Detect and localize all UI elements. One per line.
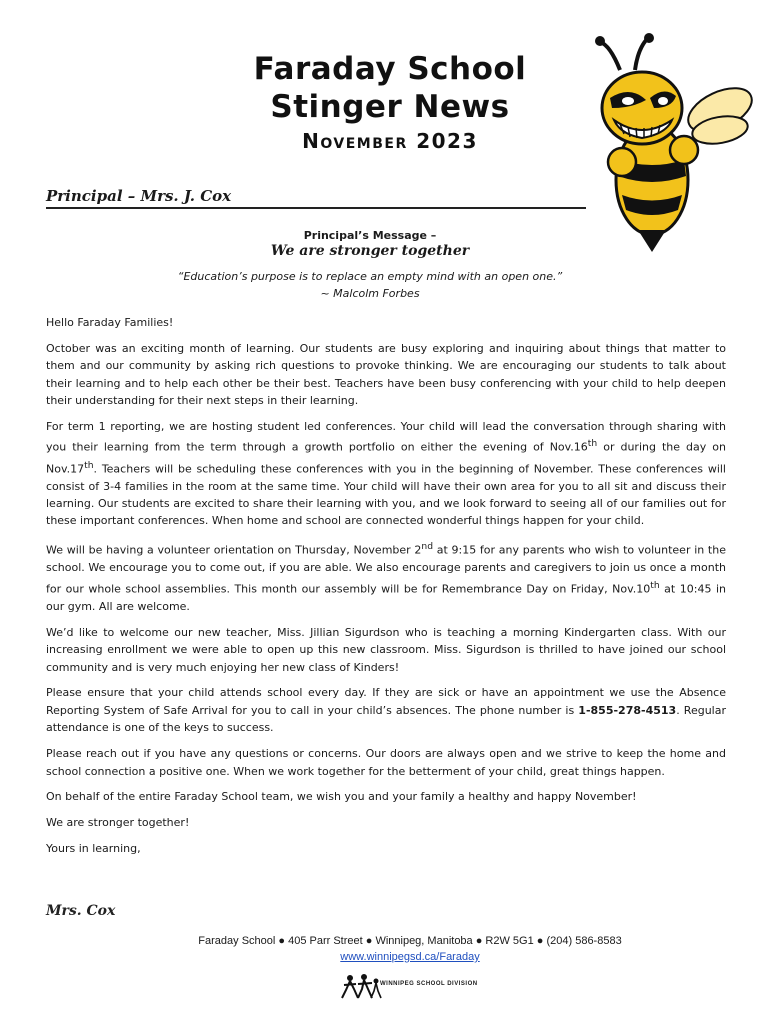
bee-mascot-icon <box>580 30 758 252</box>
school-name-title: Faraday School <box>253 51 527 87</box>
paragraph-learning: October was an exciting month of learning. Our students are busy exploring and inquiring about things that matter to them and our community by asking rich questions to provoke thinking. We are encouraging our students to talk about their learning and to help each other be their best. Teachers have been busy conferencing with your child to help deepen their understanding for their next steps in their learning. <box>46 341 726 408</box>
message-heading: Principal’s Message – <box>303 229 437 242</box>
greeting-paragraph: Hello Faraday Families! <box>46 316 174 329</box>
ordinal-suffix: th <box>587 438 598 450</box>
newsletter-name-title: Stinger News <box>270 89 510 125</box>
opening-quote <box>120 268 620 302</box>
message-subheading: We are stronger together <box>270 243 470 259</box>
newsletter-masthead <box>180 50 600 153</box>
paragraph-text: or during the day on Nov.17 <box>46 441 726 476</box>
ordinal-suffix: th <box>84 459 94 471</box>
paragraph-text: Please ensure that your child attends school every day. If they are sick or have an appointment we use the Absence Reporting System of Safe Arrival for you to call in your child’s absences. The phone number is <box>46 686 726 717</box>
paragraph-text: We will be having a volunteer orientation on Thursday, November 2 <box>46 543 422 557</box>
paragraph-contact: Please reach out if you have any questions or concerns. Our doors are always open and we strive to keep the home and school connection a positive one. When we work together for the betterment of your child, great things happen. <box>46 747 726 778</box>
absence-phone-number: 1-855-278-4513 <box>578 703 677 717</box>
paragraph-text: at 9:15 for any parents who wish to volunteer in the school. We encourage you to come out, if you are able. We also encourage parents and caregivers to join us once a month for our whole school assemblies. This month our assembly will be for Remembrance Day on Friday, Nov.10 <box>46 543 726 596</box>
ordinal-suffix: nd <box>421 541 434 553</box>
paragraph-stronger: We are stronger together! <box>46 816 190 830</box>
paragraph-attendance <box>46 684 726 736</box>
principal-signature: Mrs. Cox <box>46 903 116 919</box>
paragraph-text: For term 1 reporting, we are hosting student led conferences. Your child will lead the conversation through sharing with you their learning from the term through a growth portfolio on either the evening of Nov.16 <box>46 420 726 455</box>
paragraph-text: at 10:45 in our gym. All are welcome. <box>46 582 726 613</box>
school-website-link[interactable]: www.winnipegsd.ca/Faraday <box>340 951 480 963</box>
children-figures-logo-icon <box>338 972 488 1002</box>
principal-name-heading: Principal – Mrs. J. Cox <box>46 187 586 209</box>
paragraph-conferences <box>46 418 726 530</box>
paragraph-text: . Regular attendance is one of the keys to success. <box>46 703 726 735</box>
quote-text: “Education’s purpose is to replace an empty mind with an open one.” <box>177 270 563 283</box>
paragraph-wishes: On behalf of the entire Faraday School team, we wish you and your family a healthy and happy November! <box>46 790 637 804</box>
school-address: Faraday School ● 405 Parr Street ● Winnipeg, Manitoba ● R2W 5G1 ● (204) 586-8583 <box>198 935 622 947</box>
issue-month: November 2023 <box>302 129 478 153</box>
school-division-name: WINNIPEG SCHOOL DIVISION <box>380 981 478 987</box>
ordinal-suffix: th <box>650 579 660 591</box>
quote-author: ~ Malcolm Forbes <box>320 287 420 300</box>
paragraph-text: . Teachers will be scheduling these conferences with you in the beginning of November. These conferences will consist of 3-4 families in the room at the same time. Your child will have their own area for you to all sit and discuss their learning. Our students are excited to share their learning with you, and we look forward to seeing all of our families out for these important conferences. When home and school are connected wonderful things happen for your child. <box>46 462 726 528</box>
paragraph-volunteer <box>46 538 726 615</box>
letter-body <box>46 314 726 866</box>
footer-link-container <box>120 951 700 963</box>
paragraph-new-teacher: We’d like to welcome our new teacher, Miss. Jillian Sigurdson who is teaching a morning Kindergarten class. With our increasing enrollment we were able to open up this new classroom. Miss. Sigurdson is thrilled to have joined our school community and is very much enjoying her new class of Kinders! <box>46 625 726 674</box>
closing-line: Yours in learning, <box>46 842 141 856</box>
